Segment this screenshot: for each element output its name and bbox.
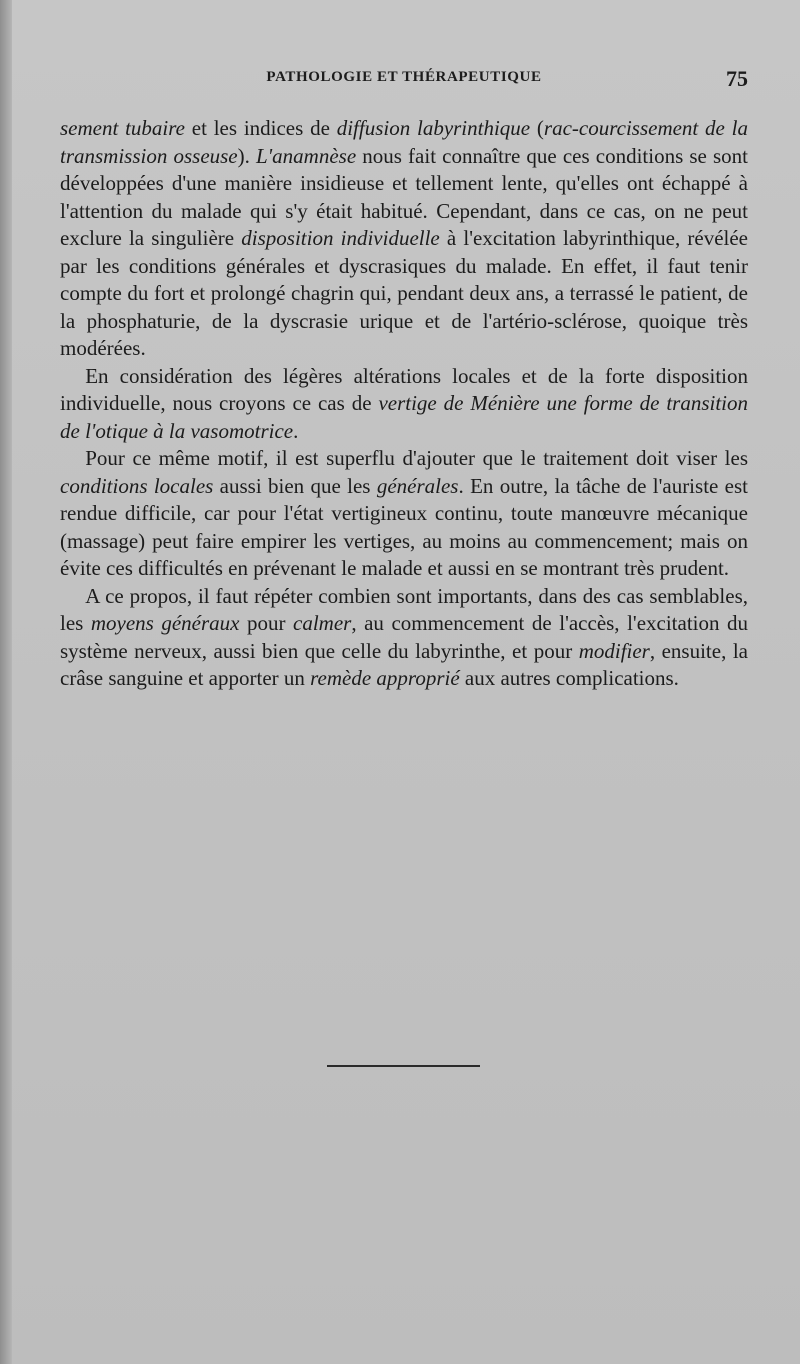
text-run: ). [237, 143, 256, 168]
italic-run: disposition individuelle [241, 226, 440, 250]
text-run: et les indices de [184, 116, 337, 140]
italic-run: modifier [578, 638, 650, 663]
italic-run: sement tubaire [60, 116, 185, 140]
section-end-rule [327, 1065, 480, 1067]
paragraph [60, 363, 748, 446]
text-run: En considération des légères altérations locales et de la forte disposition individuelle, nous croyons ce cas de [60, 363, 748, 415]
text-run: à l'excitation labyrinthique, révélée par les conditions générales et dyscrasiques du malade. En effet, il faut tenir compte du fort et prolongé chagrin qui, pendant deux ans, a terrassé le patient, de la phosphaturie, de la dyscrasie urique et de l'artério-sclérose, quoique très modérées. [60, 226, 748, 360]
text-run: ( [530, 116, 544, 140]
italic-run: remède approprié [310, 666, 460, 690]
italic-run: L'anamnèse [256, 143, 357, 168]
running-head: PATHOLOGIE ET THÉRAPEUTIQUE [266, 69, 542, 85]
page-header [60, 66, 748, 96]
text-run: . [293, 418, 299, 443]
italic-run: rac-courcissement de la transmission osseuse [60, 116, 748, 168]
page-number: 75 [726, 66, 748, 91]
text-run: , ensuite, la crâse sanguine et apporter un [60, 638, 748, 690]
text-run: pour [239, 611, 294, 635]
text-run: Pour ce même motif, il est superflu d'ajouter que le traitement doit viser les [85, 446, 748, 470]
italic-run: moyens généraux [90, 611, 240, 635]
paragraph [60, 445, 748, 583]
page-gutter-shadow [0, 0, 12, 1364]
text-run: aussi bien que les [213, 473, 377, 498]
text-run: aux autres complications. [459, 666, 679, 690]
text-run: . En outre, la tâche de l'auriste est rendue difficile, car pour l'état vertigineux continu, toute manœuvre mécanique (massage) peut faire empirer les vertiges, au moins au commencement; mais on évite ces difficultés en prévenant le malade et aussi en se montrant très prudent. [60, 473, 749, 580]
italic-run: calmer [293, 611, 352, 635]
italic-run: diffusion labyrinthique [336, 116, 531, 140]
paragraph [60, 115, 748, 363]
italic-run: générales [376, 473, 459, 498]
italic-run: vertige de Ménière une forme de transition de l'otique à la vasomotrice [60, 391, 748, 443]
paragraph [60, 583, 748, 693]
body-text [60, 115, 748, 693]
text-run: , au commencement de l'accès, l'excitation du système nerveux, aussi bien que celle du labyrinthe, et pour [60, 611, 749, 663]
text-run: nous fait connaître que ces conditions se sont développées d'une manière insidieuse et tellement lente, qu'elles ont échappé à l'attention du malade qui s'y était habitué. Cependant, dans ce cas, on ne peut exclure la singulière [60, 143, 748, 250]
text-run: A ce propos, il faut répéter combien sont importants, dans des cas semblables, les [60, 583, 748, 635]
italic-run: conditions locales [60, 473, 214, 498]
